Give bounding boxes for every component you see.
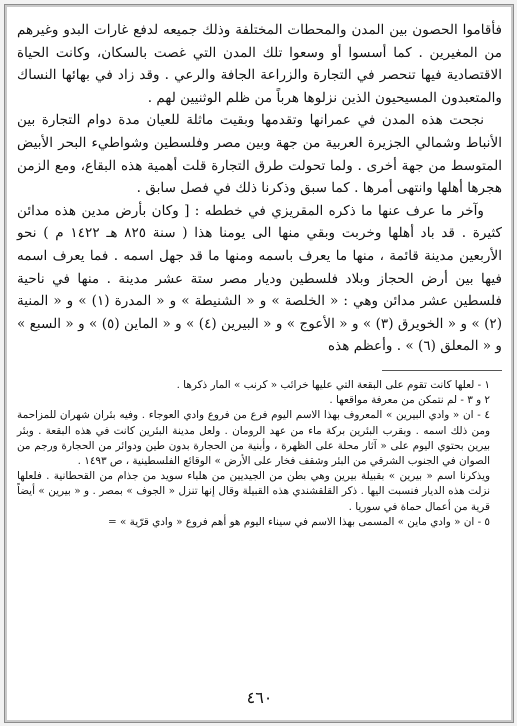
- body-paragraph: فأقاموا الحصون بين المدن والمحطات المختلفة وذلك جميعه لدفع غارات البدو وغيرهم من المغيرين . كما أسسوا أو وسعوا تلك المدن التي غصت بالسكان، وكانت الحياة الاقتصادية فيها تنحصر في التجارة والزراعة الجافة والرعي . وقد زاد في بهائها النساك والمتعبدون المسيحيون الذين نزلوها هرباً من ظلم الوثنيين لهم .: [17, 22, 502, 106]
- document-page: [17, 15, 502, 715]
- page-number: ٤٦٠: [246, 688, 273, 707]
- footnote: ويذكرنا اسم « بيرين » بقبيلة بيرين وهي بطن من الجيديين من هلباء سويد من جذام من القحطانية . فلعلها نزلت هذه الديار فنسبت اليها . ذكر القلقشندي هذه القبيلة وقال إنها تنزل « الجوف » بمصر . و « بيرين » أيضاً قرية من أعمال حماة في سوريا .: [17, 470, 490, 513]
- footnotes: [17, 378, 502, 530]
- footnote: ٢ و ٣ - لم نتمكن من معرفة مواقعها .: [329, 394, 490, 407]
- body-paragraph: وآخر ما عرف عنها ما ذكره المقريزي في خططه : [ وكان بأرض مدين هذه مدائن كثيرة . قد باد أهلها وخربت وبقي منها الى يومنا هذا ( سنة ٨٢٥ هـ ١٤٢٢ م ) نحو الأربعين مدينة قائمة ، منها ما يعرف باسمه ومنها ما قد جهل اسمه . فما يعرف اسمه فيها بين أرض الحجاز وبلاد فلسطين وديار مصر ستة عشر مدينة . منها في ناحية فلسطين عشر مدائن وهي : « الخلصة » و « الشنيطة » و « المدرة (١) » و « المنية (٢) » و « الخويرق (٣) » و « الأعوج » و « البيرين (٤) » و « الماين (٥) » و « السبع » و « المعلق (٦) » . وأعظم هذه: [17, 202, 503, 355]
- body-text: [17, 19, 502, 358]
- footnote: ١ - لعلها كانت تقوم على البقعة التي عليها خرائب « كرنب » المار ذكرها .: [176, 378, 490, 391]
- page-frame: [4, 4, 514, 723]
- body-paragraph: نجحت هذه المدن في عمرانها وتقدمها وبقيت ماثلة للعيان مدة دوام التجارة بين الأنباط وشمالي الجزيرة العربية من جهة وبين مصر وفلسطين وشواطيء البحر الأبيض المتوسط من جهة أخرى . ولما تحولت طرق التجارة قلت أهمية هذه البقاع، ومع الزمن هجرها أهلها وانتهى أمرها . كما سبق وذكرنا ذلك في فصل سابق .: [17, 112, 502, 197]
- footnote-divider: [382, 370, 502, 371]
- footnote: ٥ - ان « وادي ماين » المسمى بهذا الاسم في سيناء اليوم هو أهم فروع « وادي قرّية » =: [108, 515, 490, 528]
- footnote: ٤ - ان « وادي البيرين » المعروف بهذا الاسم اليوم فرع من فروع وادي العوجاء . وفيه بئران شهران للمزاحمة ومن ذلك اسمه . وبقرب البئرين بركة ماء من عهد الرومان . ولعل مدينة البئرين كانت في هذه البقعة . وبئر بيرين بحتوي اليوم على « آثار محلة على الظهرة ، وأبنية من الحجارة بدون طين ودوائر من الحجارة ورجم من الصوان في الجنوب الشرقي من البئر وشقف فخار على الأرض » الوقائع الفلسطينية ، ص ١٤٩٣ .: [17, 409, 490, 467]
